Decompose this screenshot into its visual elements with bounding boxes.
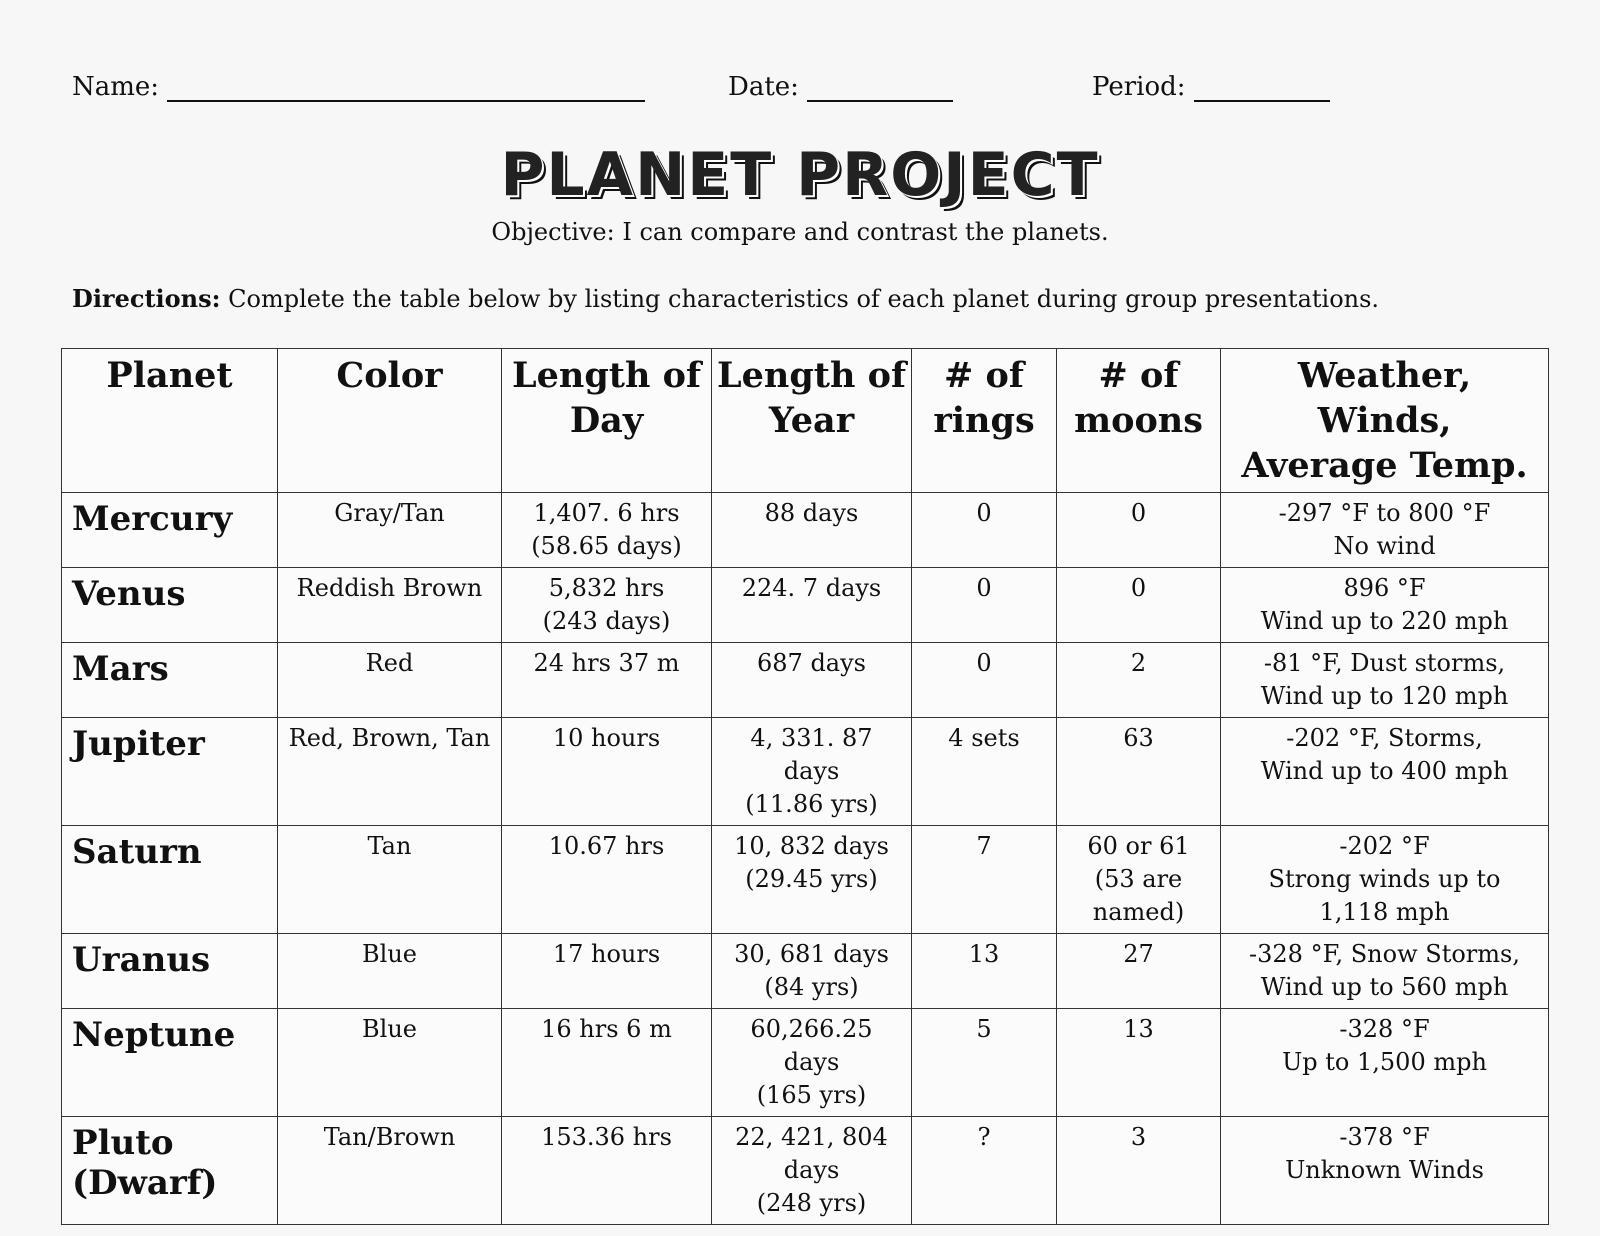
cell-length-of-day-line: (58.65 days) — [531, 532, 682, 560]
period-blank-line[interactable] — [1194, 74, 1330, 102]
cell-planet — [62, 568, 278, 643]
directions-label: Directions: — [72, 284, 221, 313]
cell-moons-line: named) — [1092, 898, 1185, 926]
cell-planet-line: Jupiter — [72, 724, 205, 764]
cell-moons-line: (53 are — [1094, 865, 1183, 893]
cell-color — [278, 643, 502, 718]
table-row — [62, 568, 1549, 643]
cell-length-of-day — [502, 826, 712, 934]
cell-weather-line: Wind up to 120 mph — [1260, 682, 1509, 710]
column-header-length-of-day — [502, 349, 712, 493]
cell-planet — [62, 1117, 278, 1225]
column-header-moons-line: # of — [1098, 355, 1179, 396]
cell-weather-line: -328 °F, Snow Storms, — [1249, 940, 1520, 968]
cell-color-line: Reddish Brown — [296, 574, 483, 602]
cell-length-of-year-line: days — [783, 757, 840, 785]
page-title: PLANET PROJECT — [500, 140, 1100, 210]
column-header-length-of-year — [712, 349, 912, 493]
cell-length-of-day — [502, 568, 712, 643]
cell-weather — [1221, 568, 1549, 643]
cell-color-line: Gray/Tan — [334, 499, 445, 527]
cell-weather-line: 1,118 mph — [1319, 898, 1450, 926]
cell-color — [278, 568, 502, 643]
column-header-planet — [62, 349, 278, 493]
cell-rings — [912, 826, 1057, 934]
cell-rings — [912, 643, 1057, 718]
cell-weather-line: Wind up to 400 mph — [1260, 757, 1509, 785]
cell-length-of-year — [712, 934, 912, 1009]
cell-color-line: Blue — [362, 1015, 417, 1043]
cell-length-of-year-line: 22, 421, 804 — [735, 1123, 888, 1151]
cell-weather-line: Up to 1,500 mph — [1282, 1048, 1487, 1076]
column-header-moons — [1057, 349, 1221, 493]
cell-length-of-day — [502, 643, 712, 718]
cell-moons-line: 2 — [1130, 649, 1147, 677]
cell-weather — [1221, 718, 1549, 826]
cell-rings-line: 0 — [976, 574, 992, 602]
cell-moons — [1057, 718, 1221, 826]
cell-color — [278, 1009, 502, 1117]
cell-moons-line: 13 — [1123, 1015, 1154, 1043]
cell-rings — [912, 718, 1057, 826]
cell-length-of-year-line: 224. 7 days — [741, 574, 882, 602]
cell-planet — [62, 934, 278, 1009]
column-header-rings — [912, 349, 1057, 493]
cell-weather-line: -202 °F, Storms, — [1286, 724, 1483, 752]
cell-rings-line: 0 — [976, 499, 992, 527]
cell-length-of-year — [712, 826, 912, 934]
cell-weather-line: Wind up to 220 mph — [1260, 607, 1509, 635]
column-header-planet-line: Planet — [106, 355, 233, 396]
cell-length-of-day — [502, 493, 712, 568]
cell-length-of-year-line: (29.45 yrs) — [745, 865, 878, 893]
cell-color-line: Blue — [362, 940, 417, 968]
column-header-weather-line: Average Temp. — [1241, 445, 1528, 486]
cell-moons — [1057, 568, 1221, 643]
cell-weather-line: -202 °F — [1339, 832, 1430, 860]
date-blank-line[interactable] — [807, 74, 953, 102]
cell-weather-line: No wind — [1333, 532, 1436, 560]
cell-length-of-day-line: (243 days) — [542, 607, 671, 635]
cell-color — [278, 493, 502, 568]
cell-planet — [62, 493, 278, 568]
cell-length-of-day — [502, 718, 712, 826]
name-label: Name: — [72, 72, 160, 102]
cell-length-of-year-line: 60,266.25 — [750, 1015, 873, 1043]
cell-length-of-year-line: days — [783, 1048, 840, 1076]
cell-moons-line: 63 — [1123, 724, 1154, 752]
column-header-weather-line: Weather, Winds, — [1297, 355, 1472, 441]
cell-weather-line: 896 °F — [1343, 574, 1426, 602]
period-label: Period: — [1092, 72, 1186, 102]
column-header-length-of-year-line: Length of — [717, 355, 906, 396]
cell-weather-line: Wind up to 560 mph — [1260, 973, 1509, 1001]
cell-length-of-day-line: 17 hours — [552, 940, 661, 968]
cell-color — [278, 826, 502, 934]
cell-weather-line: -297 °F to 800 °F — [1278, 499, 1491, 527]
cell-length-of-day-line: 16 hrs 6 m — [541, 1015, 672, 1043]
cell-rings-line: 0 — [976, 649, 992, 677]
table-body — [62, 493, 1549, 1225]
cell-moons-line: 0 — [1130, 499, 1147, 527]
cell-weather — [1221, 1009, 1549, 1117]
cell-length-of-year-line: (11.86 yrs) — [745, 790, 878, 818]
cell-moons-line: 27 — [1123, 940, 1154, 968]
cell-color-line: Red, Brown, Tan — [288, 724, 491, 752]
column-header-length-of-day-line: Length of — [512, 355, 701, 396]
cell-length-of-year-line: 88 days — [764, 499, 859, 527]
cell-moons — [1057, 1117, 1221, 1225]
cell-moons — [1057, 643, 1221, 718]
cell-length-of-year-line: (165 yrs) — [756, 1081, 867, 1109]
cell-color — [278, 1117, 502, 1225]
cell-moons — [1057, 1009, 1221, 1117]
cell-rings — [912, 1009, 1057, 1117]
cell-planet — [62, 718, 278, 826]
cell-length-of-year-line: 30, 681 days — [734, 940, 889, 968]
column-header-rings-line: # of — [944, 355, 1024, 396]
table-row — [62, 718, 1549, 826]
cell-length-of-year — [712, 1117, 912, 1225]
cell-length-of-day-line: 1,407. 6 hrs — [533, 499, 680, 527]
cell-length-of-day — [502, 1009, 712, 1117]
cell-length-of-day-line: 24 hrs 37 m — [533, 649, 680, 677]
cell-rings-line: 4 sets — [948, 724, 1020, 752]
cell-weather-line: Unknown Winds — [1285, 1156, 1484, 1184]
cell-color — [278, 718, 502, 826]
cell-weather-line: Strong winds up to — [1268, 865, 1501, 893]
table-row — [62, 493, 1549, 568]
cell-length-of-year-line: (248 yrs) — [756, 1189, 867, 1217]
column-header-length-of-year-line: Year — [768, 400, 855, 441]
cell-rings — [912, 493, 1057, 568]
cell-weather — [1221, 643, 1549, 718]
column-header-color-line: Color — [336, 355, 443, 396]
cell-length-of-day-line: 153.36 hrs — [541, 1123, 672, 1151]
cell-planet-line: Mercury — [72, 499, 233, 539]
table-row — [62, 1009, 1549, 1117]
cell-moons — [1057, 934, 1221, 1009]
cell-weather — [1221, 1117, 1549, 1225]
cell-moons-line: 60 or 61 — [1087, 832, 1190, 860]
cell-color-line: Tan — [367, 832, 412, 860]
cell-rings-line: 7 — [976, 832, 992, 860]
cell-length-of-day-line: 10 hours — [552, 724, 661, 752]
table-header-row — [62, 349, 1549, 493]
planet-table — [61, 348, 1549, 1225]
column-header-moons-line: moons — [1074, 400, 1203, 441]
cell-weather — [1221, 934, 1549, 1009]
column-header-rings-line: rings — [933, 400, 1035, 441]
cell-planet-line: Uranus — [72, 940, 211, 980]
student-info-header — [72, 72, 1332, 112]
cell-rings — [912, 934, 1057, 1009]
column-header-weather — [1221, 349, 1549, 493]
cell-length-of-year — [712, 493, 912, 568]
column-header-color — [278, 349, 502, 493]
date-field — [728, 72, 953, 102]
cell-planet-line: Mars — [72, 649, 169, 689]
cell-moons — [1057, 493, 1221, 568]
name-field — [72, 72, 645, 102]
table-row — [62, 934, 1549, 1009]
cell-length-of-day-line: 5,832 hrs — [548, 574, 665, 602]
cell-color — [278, 934, 502, 1009]
cell-length-of-year-line: days — [783, 1156, 840, 1184]
cell-length-of-day — [502, 934, 712, 1009]
table-row — [62, 643, 1549, 718]
column-header-length-of-day-line: Day — [569, 400, 644, 441]
cell-weather — [1221, 826, 1549, 934]
cell-weather-line: -378 °F — [1339, 1123, 1430, 1151]
objective-text: Objective: I can compare and contrast the planets. — [491, 218, 1109, 246]
cell-length-of-year — [712, 568, 912, 643]
directions-text — [72, 284, 1532, 313]
cell-moons-line: 0 — [1130, 574, 1147, 602]
cell-planet — [62, 1009, 278, 1117]
cell-planet-line: Venus — [72, 574, 186, 614]
cell-length-of-year-line: 10, 832 days — [734, 832, 889, 860]
name-blank-line[interactable] — [167, 74, 645, 102]
date-label: Date: — [728, 72, 799, 102]
cell-moons-line: 3 — [1130, 1123, 1147, 1151]
cell-length-of-year — [712, 1009, 912, 1117]
directions-body: Complete the table below by listing characteristics of each planet during group presentations. — [220, 285, 1380, 313]
cell-rings-line: 13 — [968, 940, 1000, 968]
cell-weather — [1221, 493, 1549, 568]
cell-length-of-year-line: (84 yrs) — [764, 973, 859, 1001]
cell-length-of-year-line: 687 days — [757, 649, 866, 677]
table-row — [62, 826, 1549, 934]
cell-planet-line: Pluto — [72, 1123, 174, 1163]
cell-weather-line: -328 °F — [1339, 1015, 1430, 1043]
cell-length-of-year — [712, 718, 912, 826]
cell-length-of-day — [502, 1117, 712, 1225]
cell-planet-line: Saturn — [72, 832, 202, 872]
cell-length-of-year-line: 4, 331. 87 — [750, 724, 873, 752]
cell-planet-line: Neptune — [72, 1015, 236, 1055]
cell-length-of-day-line: 10.67 hrs — [548, 832, 665, 860]
cell-length-of-year — [712, 643, 912, 718]
cell-rings — [912, 568, 1057, 643]
cell-planet — [62, 643, 278, 718]
cell-weather-line: -81 °F, Dust storms, — [1263, 649, 1506, 677]
cell-rings-line: 5 — [976, 1015, 992, 1043]
cell-color-line: Tan/Brown — [323, 1123, 456, 1151]
period-field — [1092, 72, 1330, 102]
cell-planet — [62, 826, 278, 934]
cell-rings-line: ? — [977, 1123, 991, 1151]
cell-planet-line: (Dwarf) — [72, 1163, 218, 1203]
cell-moons — [1057, 826, 1221, 934]
cell-color-line: Red — [365, 649, 414, 677]
cell-rings — [912, 1117, 1057, 1225]
table-row — [62, 1117, 1549, 1225]
